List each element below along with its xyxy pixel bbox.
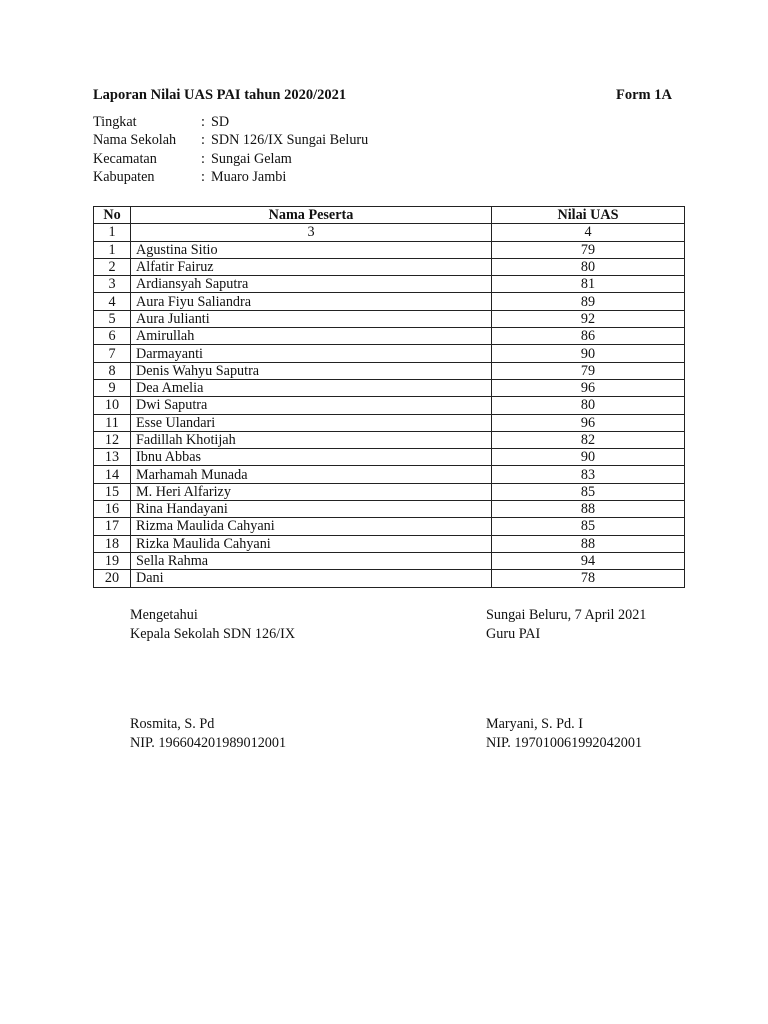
row-score: 80 xyxy=(492,397,685,414)
row-name: Marhamah Munada xyxy=(131,466,492,483)
row-no: 13 xyxy=(94,449,131,466)
row-no: 14 xyxy=(94,466,131,483)
row-name: Fadillah Khotijah xyxy=(131,431,492,448)
row-score: 94 xyxy=(492,552,685,569)
table-row xyxy=(94,552,685,569)
row-score: 83 xyxy=(492,466,685,483)
table-row xyxy=(94,379,685,396)
principal-name: Rosmita, S. Pd xyxy=(130,716,215,732)
row-no: 18 xyxy=(94,535,131,552)
row-no: 4 xyxy=(94,293,131,310)
principal-nip: NIP. 196604201989012001 xyxy=(130,735,287,751)
info-label: Nama Sekolah xyxy=(93,132,177,149)
info-label: Kecamatan xyxy=(93,150,157,167)
row-score: 85 xyxy=(492,483,685,500)
info-value: SDN 126/IX Sungai Beluru xyxy=(211,132,369,149)
table-row xyxy=(94,501,685,518)
row-score: 79 xyxy=(492,241,685,258)
row-no: 7 xyxy=(94,345,131,362)
row-no: 19 xyxy=(94,552,131,569)
place-date-block xyxy=(486,606,646,644)
row-name: Agustina Sitio xyxy=(131,241,492,258)
info-value: Muaro Jambi xyxy=(211,168,287,185)
table-row xyxy=(94,362,685,379)
row-no: 2 xyxy=(94,258,131,275)
row-score: 80 xyxy=(492,258,685,275)
row-score: 85 xyxy=(492,518,685,535)
row-name: Aura Julianti xyxy=(131,310,492,327)
row-name: Ardiansyah Saputra xyxy=(131,276,492,293)
info-colon: : xyxy=(201,132,205,149)
row-name: Dwi Saputra xyxy=(131,397,492,414)
row-name: Ibnu Abbas xyxy=(131,449,492,466)
table-row xyxy=(94,310,685,327)
table-row xyxy=(94,414,685,431)
row-no: 11 xyxy=(94,414,131,431)
row-score: 86 xyxy=(492,328,685,345)
row-no: 8 xyxy=(94,362,131,379)
column-number-score: 4 xyxy=(492,224,685,241)
school-info xyxy=(93,114,368,187)
row-score: 89 xyxy=(492,293,685,310)
row-no: 16 xyxy=(94,501,131,518)
row-score: 96 xyxy=(492,414,685,431)
table-row xyxy=(94,449,685,466)
info-label: Tingkat xyxy=(93,114,137,130)
row-name: Darmayanti xyxy=(131,345,492,362)
teacher-title: Guru PAI xyxy=(486,626,541,642)
row-no: 5 xyxy=(94,310,131,327)
acknowledgement-block xyxy=(130,606,295,644)
teacher-name: Maryani, S. Pd. I xyxy=(486,716,583,732)
info-label: Kabupaten xyxy=(93,168,155,185)
table-row xyxy=(94,535,685,552)
row-score: 78 xyxy=(492,570,685,587)
teacher-signature xyxy=(486,715,642,753)
row-no: 20 xyxy=(94,570,131,587)
table-row xyxy=(94,466,685,483)
row-name: Dea Amelia xyxy=(131,379,492,396)
info-colon: : xyxy=(201,150,205,167)
header-score: Nilai UAS xyxy=(492,207,685,224)
row-score: 88 xyxy=(492,535,685,552)
row-score: 92 xyxy=(492,310,685,327)
info-row-school xyxy=(93,132,368,150)
row-score: 82 xyxy=(492,431,685,448)
row-name: Denis Wahyu Saputra xyxy=(131,362,492,379)
info-value: Sungai Gelam xyxy=(211,150,292,167)
column-number-no: 1 xyxy=(94,224,131,241)
info-row-district xyxy=(93,151,368,169)
grade-rows xyxy=(94,241,685,587)
row-name: Rizka Maulida Cahyani xyxy=(131,535,492,552)
row-no: 17 xyxy=(94,518,131,535)
column-number-row xyxy=(94,224,685,241)
table-row xyxy=(94,241,685,258)
header-name: Nama Peserta xyxy=(131,207,492,224)
row-score: 88 xyxy=(492,501,685,518)
row-name: Aura Fiyu Saliandra xyxy=(131,293,492,310)
grades-table xyxy=(93,206,685,588)
info-colon: : xyxy=(201,114,205,130)
row-score: 81 xyxy=(492,276,685,293)
row-no: 6 xyxy=(94,328,131,345)
form-code: Form 1A xyxy=(616,87,672,103)
teacher-nip: NIP. 197010061992042001 xyxy=(486,735,643,751)
row-no: 9 xyxy=(94,379,131,396)
row-score: 79 xyxy=(492,362,685,379)
row-name: Alfatir Fairuz xyxy=(131,258,492,275)
table-row xyxy=(94,431,685,448)
principal-title: Kepala Sekolah SDN 126/IX xyxy=(130,626,296,642)
table-row xyxy=(94,276,685,293)
row-no: 15 xyxy=(94,483,131,500)
table-row xyxy=(94,293,685,310)
acknowledgement-label: Mengetahui xyxy=(130,607,198,623)
place-date: Sungai Beluru, 7 April 2021 xyxy=(486,607,647,623)
table-row xyxy=(94,328,685,345)
row-name: Esse Ulandari xyxy=(131,414,492,431)
table-row xyxy=(94,483,685,500)
table-header-row xyxy=(94,207,685,224)
header-no: No xyxy=(94,207,131,224)
column-number-name: 3 xyxy=(131,224,492,241)
table-row xyxy=(94,258,685,275)
principal-signature xyxy=(130,715,286,753)
row-score: 96 xyxy=(492,379,685,396)
table-row xyxy=(94,397,685,414)
row-no: 3 xyxy=(94,276,131,293)
table-row xyxy=(94,518,685,535)
row-name: Sella Rahma xyxy=(131,552,492,569)
row-name: Amirullah xyxy=(131,328,492,345)
info-row-regency xyxy=(93,169,368,187)
row-no: 1 xyxy=(94,241,131,258)
row-no: 10 xyxy=(94,397,131,414)
row-score: 90 xyxy=(492,345,685,362)
row-no: 12 xyxy=(94,431,131,448)
info-row-level xyxy=(93,114,368,132)
row-name: Rizma Maulida Cahyani xyxy=(131,518,492,535)
row-score: 90 xyxy=(492,449,685,466)
info-colon: : xyxy=(201,168,205,185)
row-name: Rina Handayani xyxy=(131,501,492,518)
table-row xyxy=(94,345,685,362)
info-value: SD xyxy=(211,114,230,130)
report-title: Laporan Nilai UAS PAI tahun 2020/2021 xyxy=(93,87,347,103)
row-name: Dani xyxy=(131,570,492,587)
table-row xyxy=(94,570,685,587)
row-name: M. Heri Alfarizy xyxy=(131,483,492,500)
